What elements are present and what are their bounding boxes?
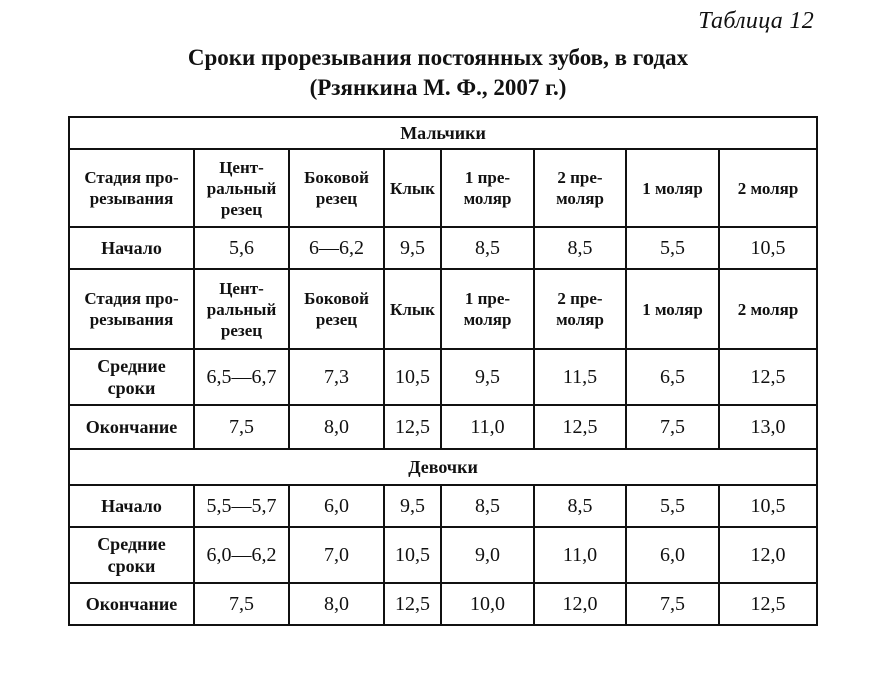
table-cell: 6,0—6,2	[194, 527, 289, 583]
header-lateral-incisor: Боковой резец	[289, 149, 384, 227]
table-cell: 12,0	[534, 583, 626, 625]
table-cell: 10,5	[384, 527, 441, 583]
table-cell: 8,5	[441, 227, 534, 269]
table-cell: 10,5	[719, 485, 817, 527]
table-cell: 9,5	[384, 485, 441, 527]
header-first-premolar: 1 пре- моляр	[441, 149, 534, 227]
table-cell: 5,6	[194, 227, 289, 269]
section-row-girls	[69, 449, 817, 485]
header-second-premolar: 2 пре- моляр	[534, 149, 626, 227]
table-row	[69, 349, 817, 405]
table-subtitle: (Рзянкина М. Ф., 2007 г.)	[309, 75, 567, 100]
row-label: Окончание	[69, 405, 194, 449]
table-cell: 9,5	[384, 227, 441, 269]
table-cell: 5,5—5,7	[194, 485, 289, 527]
table-row	[69, 527, 817, 583]
table-cell: 7,5	[626, 583, 719, 625]
table-row	[69, 583, 817, 625]
table-cell: 10,5	[384, 349, 441, 405]
table-cell: 7,0	[289, 527, 384, 583]
table-cell: 12,5	[534, 405, 626, 449]
table-cell: 7,3	[289, 349, 384, 405]
table-caption: Таблица 12	[698, 8, 814, 34]
table-cell: 8,5	[534, 227, 626, 269]
table-cell: 7,5	[194, 405, 289, 449]
table-cell: 10,0	[441, 583, 534, 625]
row-label: Средние сроки	[69, 527, 194, 583]
table-cell: 5,5	[626, 485, 719, 527]
table-cell: 6,0	[626, 527, 719, 583]
table-cell: 8,0	[289, 405, 384, 449]
table-cell: 12,5	[384, 405, 441, 449]
table-title: Сроки прорезывания постоянных зубов, в годах	[187, 45, 689, 70]
table-cell: 12,0	[719, 527, 817, 583]
header-first-premolar: 1 пре- моляр	[441, 269, 534, 349]
header-second-molar: 2 моляр	[719, 269, 817, 349]
header-row	[69, 149, 817, 227]
table-cell: 8,5	[534, 485, 626, 527]
table-cell: 6—6,2	[289, 227, 384, 269]
table-cell: 8,0	[289, 583, 384, 625]
header-second-premolar: 2 пре- моляр	[534, 269, 626, 349]
table-cell: 6,5	[626, 349, 719, 405]
section-label-boys: Мальчики	[69, 117, 817, 149]
header-canine: Клык	[384, 149, 441, 227]
table-row	[69, 485, 817, 527]
section-row-boys	[69, 117, 817, 149]
header-first-molar: 1 моляр	[626, 149, 719, 227]
eruption-table	[68, 116, 818, 626]
table-cell: 6,0	[289, 485, 384, 527]
header-stage: Стадия про- резывания	[69, 149, 194, 227]
header-lateral-incisor: Боковой резец	[289, 269, 384, 349]
table-cell: 9,5	[441, 349, 534, 405]
row-label: Окончание	[69, 583, 194, 625]
header-row	[69, 269, 817, 349]
table-cell: 5,5	[626, 227, 719, 269]
table-cell: 8,5	[441, 485, 534, 527]
table-cell: 12,5	[719, 349, 817, 405]
table-cell: 6,5—6,7	[194, 349, 289, 405]
row-label: Средние сроки	[69, 349, 194, 405]
header-central-incisor: Цент- ральный резец	[194, 149, 289, 227]
table-cell: 11,5	[534, 349, 626, 405]
table-cell: 11,0	[534, 527, 626, 583]
header-second-molar: 2 моляр	[719, 149, 817, 227]
table-cell: 11,0	[441, 405, 534, 449]
table-cell: 12,5	[719, 583, 817, 625]
row-label: Начало	[69, 485, 194, 527]
header-canine: Клык	[384, 269, 441, 349]
table-cell: 13,0	[719, 405, 817, 449]
table-cell: 12,5	[384, 583, 441, 625]
row-label: Начало	[69, 227, 194, 269]
header-central-incisor: Цент- ральный резец	[194, 269, 289, 349]
table-cell: 9,0	[441, 527, 534, 583]
table-cell: 7,5	[626, 405, 719, 449]
table-cell: 10,5	[719, 227, 817, 269]
header-stage: Стадия про- резывания	[69, 269, 194, 349]
table-cell: 7,5	[194, 583, 289, 625]
section-label-girls: Девочки	[69, 449, 817, 485]
table-row	[69, 405, 817, 449]
table-row	[69, 227, 817, 269]
header-first-molar: 1 моляр	[626, 269, 719, 349]
